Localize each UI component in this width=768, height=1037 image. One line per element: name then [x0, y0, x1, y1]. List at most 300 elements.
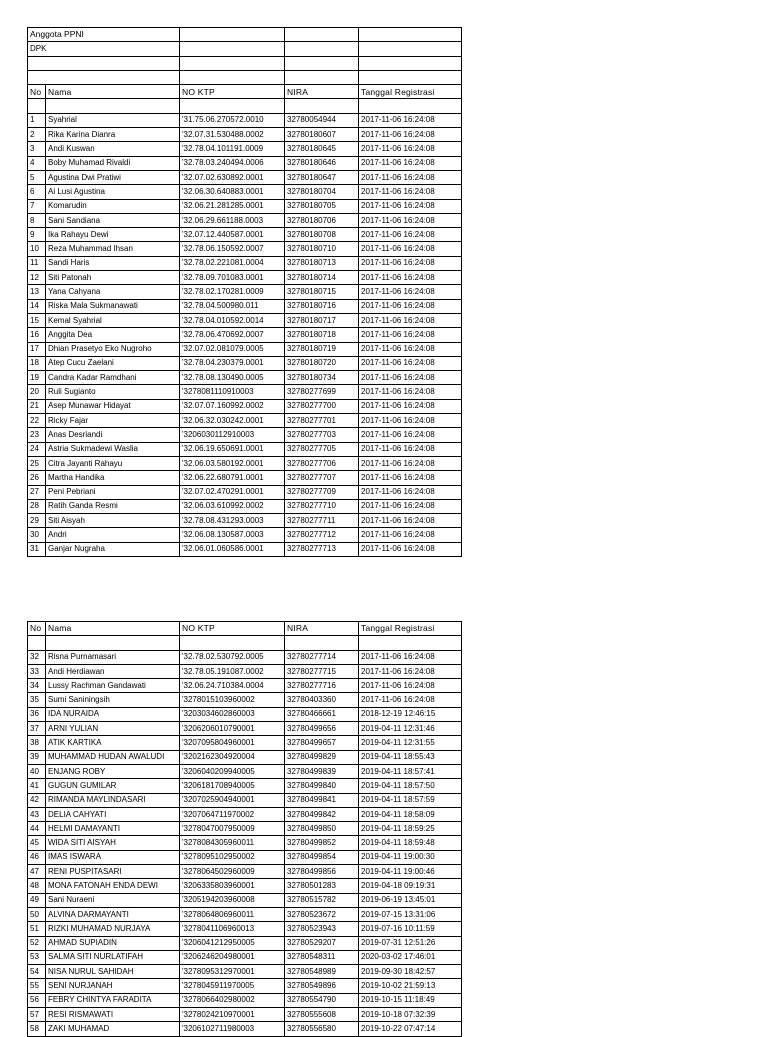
cell-no: 27: [28, 485, 46, 499]
cell-no: 12: [28, 271, 46, 285]
cell-no: 18: [28, 356, 46, 370]
cell-tanggal: 2017-11-06 16:24:08: [359, 213, 462, 227]
table-row: [28, 199, 462, 213]
cell-nira: 32780277703: [285, 428, 359, 442]
cell-nama: ATIK KARTIKA: [46, 736, 180, 750]
cell-ktp: '32.06.22.680791.0001: [180, 471, 285, 485]
cell-tanggal: 2017-11-06 16:24:08: [359, 456, 462, 470]
table-row: [28, 807, 462, 821]
cell-ktp: '32.78.06.150592.0007: [180, 242, 285, 256]
cell-no: 53: [28, 950, 46, 964]
cell-ktp: '32.78.02.221081.0004: [180, 256, 285, 270]
table-row: [28, 1008, 462, 1022]
cell-tanggal: 2019-04-11 19:00:30: [359, 850, 462, 864]
cell-ktp: '32.78.08.431293.0003: [180, 514, 285, 528]
table-row: [28, 456, 462, 470]
empty-row: [28, 99, 462, 113]
cell-nama: Sani Sandiana: [46, 213, 180, 227]
cell-ktp: '32.78.02.530792.0005: [180, 650, 285, 664]
cell-ktp: '3278095102950002: [180, 850, 285, 864]
table-row: [28, 542, 462, 556]
cell-ktp: '3202162304920004: [180, 750, 285, 764]
cell-nama: Boby Muhamad Rivaldi: [46, 156, 180, 170]
col-header-tanggal: Tanggal Registrasi: [359, 85, 462, 99]
cell-no: 41: [28, 779, 46, 793]
cell-nira: 32780180734: [285, 371, 359, 385]
cell-nira: 32780277715: [285, 664, 359, 678]
cell-nira: 32780499657: [285, 736, 359, 750]
cell-no: 44: [28, 822, 46, 836]
cell-nira: 32780556580: [285, 1022, 359, 1036]
cell-nama: Ricky Fajar: [46, 414, 180, 428]
cell-tanggal: 2019-07-16 10:11:59: [359, 922, 462, 936]
cell-no: 51: [28, 922, 46, 936]
cell-nama: RENI PUSPITASARI: [46, 865, 180, 879]
cell-no: 47: [28, 865, 46, 879]
cell-no: 1: [28, 113, 46, 127]
table-row: [28, 950, 462, 964]
cell-tanggal: 2019-07-15 13:31:06: [359, 907, 462, 921]
cell-nama: Martha Handika: [46, 471, 180, 485]
cell-tanggal: 2017-11-06 16:24:08: [359, 285, 462, 299]
cell-no: 50: [28, 907, 46, 921]
cell-nira: 32780277707: [285, 471, 359, 485]
cell-ktp: '32.78.03.240494.0006: [180, 156, 285, 170]
cell-tanggal: 2017-11-06 16:24:08: [359, 356, 462, 370]
cell-no: 17: [28, 342, 46, 356]
cell-nira: 32780499852: [285, 836, 359, 850]
cell-ktp: '32.06.01.060586.0001: [180, 542, 285, 556]
cell-ktp: '32.06.03.580192.0001: [180, 456, 285, 470]
table-row: [28, 142, 462, 156]
cell-nira: 32780180719: [285, 342, 359, 356]
cell-tanggal: 2019-04-11 12:31:46: [359, 722, 462, 736]
table-row: [28, 113, 462, 127]
table-row: [28, 979, 462, 993]
cell-nama: Siti Patonah: [46, 271, 180, 285]
cell-nama: AHMAD SUPIADIN: [46, 936, 180, 950]
cell-ktp: '3205194203960008: [180, 893, 285, 907]
cell-tanggal: 2019-10-22 07:47:14: [359, 1022, 462, 1036]
cell-nira: 32780501283: [285, 879, 359, 893]
table-row: [28, 285, 462, 299]
cell-ktp: '32.78.02.170281.0009: [180, 285, 285, 299]
cell-nama: DELIA CAHYATI: [46, 807, 180, 821]
cell-nama: SALMA SITI NURLATIFAH: [46, 950, 180, 964]
cell-nira: 32780180708: [285, 228, 359, 242]
cell-tanggal: 2017-11-06 16:24:08: [359, 271, 462, 285]
cell-tanggal: 2017-11-06 16:24:08: [359, 485, 462, 499]
cell-nama: MONA FATONAH ENDA DEWI: [46, 879, 180, 893]
cell-nira: 32780499839: [285, 764, 359, 778]
cell-no: 23: [28, 428, 46, 442]
cell-tanggal: 2017-11-06 16:24:08: [359, 256, 462, 270]
cell-no: 5: [28, 170, 46, 184]
cell-tanggal: 2017-11-06 16:24:08: [359, 156, 462, 170]
cell-ktp: '32.06.08.130587.0003: [180, 528, 285, 542]
cell-nama: Peni Pebriani: [46, 485, 180, 499]
cell-tanggal: 2017-11-06 16:24:08: [359, 650, 462, 664]
cell-ktp: '32.06.29.661188.0003: [180, 213, 285, 227]
cell-tanggal: 2017-11-06 16:24:08: [359, 242, 462, 256]
cell-nira: 32780499842: [285, 807, 359, 821]
cell-no: 31: [28, 542, 46, 556]
table-row: [28, 414, 462, 428]
cell-nama: ARNI YULIAN: [46, 722, 180, 736]
cell-nira: 32780466661: [285, 707, 359, 721]
cell-no: 15: [28, 313, 46, 327]
cell-no: 38: [28, 736, 46, 750]
cell-tanggal: 2017-11-06 16:24:08: [359, 371, 462, 385]
cell-nira: 32780180607: [285, 128, 359, 142]
table-row: [28, 965, 462, 979]
cell-no: 40: [28, 764, 46, 778]
cell-tanggal: 2019-04-11 18:55:43: [359, 750, 462, 764]
sheet-subtitle: DPK: [28, 42, 180, 56]
cell-ktp: '31.75.06.270572.0010: [180, 113, 285, 127]
cell-no: 29: [28, 514, 46, 528]
cell-nira: 32780499856: [285, 865, 359, 879]
cell-tanggal: 2017-11-06 16:24:08: [359, 693, 462, 707]
cell-ktp: '3278095312970001: [180, 965, 285, 979]
cell-ktp: '32.78.04.500980.011: [180, 299, 285, 313]
cell-no: 7: [28, 199, 46, 213]
cell-ktp: '3206206010790001: [180, 722, 285, 736]
cell-no: 49: [28, 893, 46, 907]
cell-ktp: '32.07.12.440587.0001: [180, 228, 285, 242]
cell-ktp: '32.07.02.630892.0001: [180, 170, 285, 184]
cell-no: 32: [28, 650, 46, 664]
cell-nira: 32780523943: [285, 922, 359, 936]
cell-nira: 32780180706: [285, 213, 359, 227]
cell-nama: Ganjar Nugraha: [46, 542, 180, 556]
table-row: [28, 764, 462, 778]
cell-nira: 32780499850: [285, 822, 359, 836]
table-row: [28, 313, 462, 327]
cell-nama: Ratih Ganda Resmi: [46, 499, 180, 513]
cell-tanggal: 2017-11-06 16:24:08: [359, 414, 462, 428]
cell-nama: Rika Karina Dianra: [46, 128, 180, 142]
cell-nira: 32780555608: [285, 1008, 359, 1022]
cell-ktp: '3206041212950005: [180, 936, 285, 950]
cell-nama: NISA NURUL SAHIDAH: [46, 965, 180, 979]
cell-no: 19: [28, 371, 46, 385]
cell-nama: RIZKI MUHAMAD NURJAYA: [46, 922, 180, 936]
cell-nira: 32780277705: [285, 442, 359, 456]
empty-row: [28, 56, 462, 70]
cell-nama: Andi Kuswan: [46, 142, 180, 156]
cell-tanggal: 2019-04-18 09:19:31: [359, 879, 462, 893]
cell-tanggal: 2017-11-06 16:24:08: [359, 170, 462, 184]
table-row: [28, 385, 462, 399]
col-header-ktp: NO KTP: [180, 622, 285, 636]
cell-ktp: '3203034602860003: [180, 707, 285, 721]
cell-no: 46: [28, 850, 46, 864]
cell-nira: 32780180715: [285, 285, 359, 299]
cell-no: 57: [28, 1008, 46, 1022]
table-row: [28, 736, 462, 750]
table-row: [28, 342, 462, 356]
cell-ktp: '32.78.06.470692.0007: [180, 328, 285, 342]
cell-nama: HELMI DAMAYANTI: [46, 822, 180, 836]
cell-nira: 32780180710: [285, 242, 359, 256]
cell-ktp: '32.06.32.030242.0001: [180, 414, 285, 428]
cell-no: 52: [28, 936, 46, 950]
cell-tanggal: 2019-07-31 12:51:26: [359, 936, 462, 950]
cell-tanggal: 2017-11-06 16:24:08: [359, 313, 462, 327]
cell-ktp: '3207025904940001: [180, 793, 285, 807]
table-row: [28, 328, 462, 342]
cell-no: 28: [28, 499, 46, 513]
cell-nira: 32780277706: [285, 456, 359, 470]
cell-nira: 32780054944: [285, 113, 359, 127]
cell-ktp: '32.78.09.701083.0001: [180, 271, 285, 285]
cell-nira: 32780523672: [285, 907, 359, 921]
column-header-row: [28, 85, 462, 99]
table-row: [28, 793, 462, 807]
empty-row: [28, 636, 462, 650]
cell-nama: Dhian Prasetyo Eko Nugroho: [46, 342, 180, 356]
cell-tanggal: 2017-11-06 16:24:08: [359, 528, 462, 542]
cell-no: 13: [28, 285, 46, 299]
cell-no: 8: [28, 213, 46, 227]
table-row: [28, 256, 462, 270]
cell-ktp: '32.07.31.530488.0002: [180, 128, 285, 142]
table-row: [28, 371, 462, 385]
cell-tanggal: 2019-06-19 13:45:01: [359, 893, 462, 907]
cell-nira: 32780180717: [285, 313, 359, 327]
cell-nira: 32780277700: [285, 399, 359, 413]
cell-nira: 32780180646: [285, 156, 359, 170]
cell-nama: Syahrial: [46, 113, 180, 127]
cell-nira: 32780549896: [285, 979, 359, 993]
cell-nira: 32780180647: [285, 170, 359, 184]
table-row: [28, 156, 462, 170]
cell-ktp: '3278015103960002: [180, 693, 285, 707]
cell-nama: Anas Desriandi: [46, 428, 180, 442]
member-table-2: [27, 621, 462, 1037]
cell-ktp: '32.78.08.130490.0005: [180, 371, 285, 385]
cell-nira: 32780180713: [285, 256, 359, 270]
cell-nama: Asep Munawar Hidayat: [46, 399, 180, 413]
cell-no: 4: [28, 156, 46, 170]
cell-ktp: '32.78.05.191087.0002: [180, 664, 285, 678]
col-header-nira: NIRA: [285, 622, 359, 636]
cell-nira: 32780180714: [285, 271, 359, 285]
cell-ktp: '3206102711980003: [180, 1022, 285, 1036]
cell-tanggal: 2019-04-11 19:00:46: [359, 865, 462, 879]
cell-nama: IDA NURAIDA: [46, 707, 180, 721]
cell-tanggal: 2019-04-11 18:57:59: [359, 793, 462, 807]
cell-no: 48: [28, 879, 46, 893]
empty-row: [28, 70, 462, 84]
title-row: [28, 28, 462, 42]
table-row: [28, 471, 462, 485]
cell-ktp: '32.06.19.650691.0001: [180, 442, 285, 456]
cell-nama: ALVINA DARMAYANTI: [46, 907, 180, 921]
table-row: [28, 936, 462, 950]
col-header-nama: Nama: [46, 85, 180, 99]
cell-nira: 32780515782: [285, 893, 359, 907]
table-row: [28, 299, 462, 313]
cell-ktp: '3206040209940005: [180, 764, 285, 778]
cell-no: 24: [28, 442, 46, 456]
table-row: [28, 213, 462, 227]
cell-nira: 32780277699: [285, 385, 359, 399]
col-header-nama: Nama: [46, 622, 180, 636]
cell-tanggal: 2017-11-06 16:24:08: [359, 299, 462, 313]
cell-nira: 32780499841: [285, 793, 359, 807]
cell-ktp: '3278024210970001: [180, 1008, 285, 1022]
cell-no: 20: [28, 385, 46, 399]
cell-no: 42: [28, 793, 46, 807]
cell-ktp: '32.78.04.101191.0009: [180, 142, 285, 156]
table-row: [28, 779, 462, 793]
cell-no: 34: [28, 679, 46, 693]
cell-nama: Andri: [46, 528, 180, 542]
cell-no: 22: [28, 414, 46, 428]
table-row: [28, 485, 462, 499]
cell-no: 35: [28, 693, 46, 707]
cell-ktp: '3278041106960013: [180, 922, 285, 936]
table-row: [28, 722, 462, 736]
cell-ktp: '3278081110910003: [180, 385, 285, 399]
cell-ktp: '32.07.02.470291.0001: [180, 485, 285, 499]
table-row: [28, 850, 462, 864]
cell-nama: Anggita Dea: [46, 328, 180, 342]
table-row: [28, 356, 462, 370]
table-row: [28, 865, 462, 879]
cell-nira: 32780180720: [285, 356, 359, 370]
cell-nira: 32780277713: [285, 542, 359, 556]
cell-tanggal: 2017-11-06 16:24:08: [359, 499, 462, 513]
cell-nama: Candra Kadar Ramdhani: [46, 371, 180, 385]
cell-ktp: '3206030112910003: [180, 428, 285, 442]
cell-nira: 32780499829: [285, 750, 359, 764]
sheet-title: Anggota PPNI: [28, 28, 180, 42]
cell-tanggal: 2017-11-06 16:24:08: [359, 442, 462, 456]
cell-nama: Reza Muhammad Ihsan: [46, 242, 180, 256]
table-row: [28, 528, 462, 542]
table-row: [28, 707, 462, 721]
table-row: [28, 271, 462, 285]
table-row: [28, 650, 462, 664]
table-row: [28, 499, 462, 513]
table-row: [28, 442, 462, 456]
cell-nama: Yana Cahyana: [46, 285, 180, 299]
cell-nama: ENJANG ROBY: [46, 764, 180, 778]
table-row: [28, 822, 462, 836]
table-row: [28, 128, 462, 142]
cell-nama: Risna Purnamasari: [46, 650, 180, 664]
col-header-ktp: NO KTP: [180, 85, 285, 99]
cell-tanggal: 2019-04-11 18:57:50: [359, 779, 462, 793]
table-row: [28, 664, 462, 678]
cell-nira: 32780277714: [285, 650, 359, 664]
table-row: [28, 428, 462, 442]
cell-nira: 32780180705: [285, 199, 359, 213]
cell-nama: IMAS ISWARA: [46, 850, 180, 864]
cell-nama: Lussy Rachman Gandawati: [46, 679, 180, 693]
cell-nama: Agustina Dwi Pratiwi: [46, 170, 180, 184]
cell-nama: Riska Mala Sukmanawati: [46, 299, 180, 313]
table-row: [28, 228, 462, 242]
table-row: [28, 836, 462, 850]
cell-ktp: '32.07.02.081079.0005: [180, 342, 285, 356]
table-row: [28, 750, 462, 764]
cell-ktp: '3278064806960011: [180, 907, 285, 921]
table-row: [28, 679, 462, 693]
cell-nira: 32780180718: [285, 328, 359, 342]
cell-no: 58: [28, 1022, 46, 1036]
cell-ktp: '3207095804960001: [180, 736, 285, 750]
cell-nira: 32780277701: [285, 414, 359, 428]
cell-nama: MUHAMMAD HUDAN AWALUDI: [46, 750, 180, 764]
cell-no: 55: [28, 979, 46, 993]
cell-ktp: '3206181708940005: [180, 779, 285, 793]
cell-ktp: '3206335803960001: [180, 879, 285, 893]
cell-no: 10: [28, 242, 46, 256]
cell-tanggal: 2017-11-06 16:24:08: [359, 679, 462, 693]
cell-tanggal: 2019-04-11 12:31:55: [359, 736, 462, 750]
cell-no: 37: [28, 722, 46, 736]
cell-no: 26: [28, 471, 46, 485]
cell-tanggal: 2019-09-30 18:42:57: [359, 965, 462, 979]
cell-ktp: '3278066402980002: [180, 993, 285, 1007]
cell-tanggal: 2017-11-06 16:24:08: [359, 542, 462, 556]
cell-tanggal: 2017-11-06 16:24:08: [359, 142, 462, 156]
cell-no: 45: [28, 836, 46, 850]
cell-nama: GUGUN GUMILAR: [46, 779, 180, 793]
cell-tanggal: 2017-11-06 16:24:08: [359, 664, 462, 678]
cell-nama: Sani Nuraeni: [46, 893, 180, 907]
cell-nira: 32780180704: [285, 185, 359, 199]
cell-nama: Andi Herdiawan: [46, 664, 180, 678]
cell-nira: 32780277710: [285, 499, 359, 513]
table-row: [28, 514, 462, 528]
table-row: [28, 893, 462, 907]
cell-no: 43: [28, 807, 46, 821]
cell-ktp: '32.78.04.230379.0001: [180, 356, 285, 370]
cell-nama: Citra Jayanti Rahayu: [46, 456, 180, 470]
cell-ktp: '32.06.30.640883.0001: [180, 185, 285, 199]
col-header-tanggal: Tanggal Registrasi: [359, 622, 462, 636]
col-header-no: No: [28, 85, 46, 99]
cell-nama: WIDA SITI AISYAH: [46, 836, 180, 850]
cell-no: 9: [28, 228, 46, 242]
cell-nira: 32780277711: [285, 514, 359, 528]
cell-tanggal: 2018-12-19 12:46:15: [359, 707, 462, 721]
table-row: [28, 993, 462, 1007]
cell-no: 3: [28, 142, 46, 156]
cell-tanggal: 2017-11-06 16:24:08: [359, 471, 462, 485]
cell-ktp: '3278064502960009: [180, 865, 285, 879]
cell-tanggal: 2019-10-18 07:32:39: [359, 1008, 462, 1022]
table-row: [28, 907, 462, 921]
cell-nama: Ruli Sugianto: [46, 385, 180, 399]
cell-nama: Komarudin: [46, 199, 180, 213]
cell-tanggal: 2019-10-02 21:59:13: [359, 979, 462, 993]
cell-tanggal: 2017-11-06 16:24:08: [359, 514, 462, 528]
cell-tanggal: 2017-11-06 16:24:08: [359, 185, 462, 199]
cell-no: 33: [28, 664, 46, 678]
cell-tanggal: 2017-11-06 16:24:08: [359, 113, 462, 127]
table-row: [28, 185, 462, 199]
cell-tanggal: 2017-11-06 16:24:08: [359, 342, 462, 356]
cell-no: 54: [28, 965, 46, 979]
cell-nama: FEBRY CHINTYA FARADITA: [46, 993, 180, 1007]
table-row: [28, 693, 462, 707]
